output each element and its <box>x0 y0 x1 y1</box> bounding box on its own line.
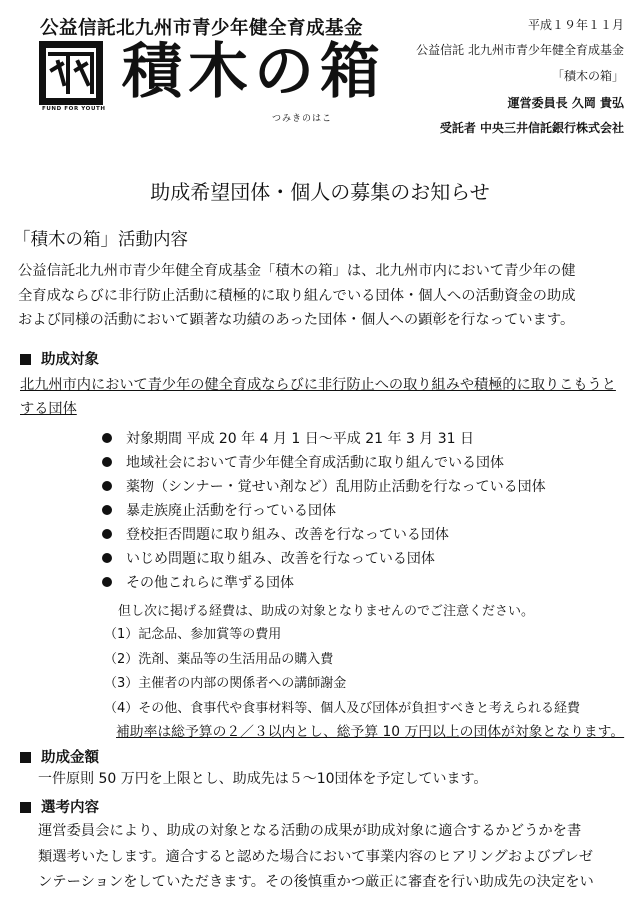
exclusion-item: （4）その他、食事代や食事材料等、個人及び団体が負担すべきと考えられる経費 <box>104 700 581 716</box>
amount-description: 一件原則 50 万円を上限とし、助成先は５～10団体を予定しています。 <box>38 771 488 787</box>
amount-heading-label: 助成金額 <box>41 750 99 766</box>
target-heading-label: 助成対象 <box>41 352 99 368</box>
list-item <box>102 523 546 547</box>
list-item-label: その他これらに準ずる団体 <box>126 575 294 591</box>
header-organization: 公益信託 北九州市青少年健全育成基金 <box>416 43 624 57</box>
page-title: 助成希望団体・個人の募集のお知らせ <box>150 180 490 204</box>
list-item-label: いじめ問題に取り組み、改善を行なっている団体 <box>126 551 435 567</box>
list-item-label: 対象期間 平成 20 年 4 月 1 日～平成 21 年 3 月 31 日 <box>126 431 475 447</box>
bullet-dot-icon <box>102 505 112 515</box>
committee-chair: 運営委員長 久岡 貴弘 <box>507 96 624 110</box>
activity-description <box>18 259 634 333</box>
activity-heading: 「積木の箱」活動内容 <box>13 230 188 250</box>
list-item-label: 暴走族廃止活動を行っている団体 <box>126 503 336 519</box>
bullet-dot-icon <box>102 433 112 443</box>
review-heading <box>20 796 99 817</box>
subsidy-rate-note: 補助率は総予算の２／３以内とし、総予算 10 万円以上の団体が対象となります。 <box>116 724 625 740</box>
bullet-dot-icon <box>102 529 112 539</box>
list-item <box>102 475 546 499</box>
review-line: ンテーションをしていただきます。その後慎重かつ厳正に審査を行い助成先の決定をい <box>38 874 594 890</box>
target-heading <box>20 348 99 369</box>
exclusion-item: （3）主催者の内部の関係者への講師謝金 <box>104 676 347 691</box>
bullet-dot-icon <box>102 481 112 491</box>
list-item-label: 薬物（シンナー・覚せい剤など）乱用防止活動を行なっている団体 <box>126 479 546 495</box>
exclusion-note: 但し次に掲げる経費は、助成の対象となりませんのでご注意ください。 <box>118 604 535 619</box>
exclusion-list <box>104 623 580 721</box>
bullet-dot-icon <box>102 553 112 563</box>
exclusion-item: （2）洗剤、薬品等の生活用品の購入費 <box>104 651 334 667</box>
target-line: する団体 <box>20 401 77 417</box>
square-bullet-icon <box>20 354 31 365</box>
list-item <box>102 499 546 523</box>
target-description <box>20 373 616 421</box>
exclusion-item: （1）記念品、参加賞等の費用 <box>104 627 282 642</box>
target-bullet-list <box>102 427 546 595</box>
list-item <box>102 571 546 595</box>
activity-line: 全育成ならびに非行防止活動に積極的に取り組んでいる団体・個人への活動資金の助成 <box>18 287 576 304</box>
organization-name: 公益信託北九州市青少年健全育成基金 <box>40 18 364 39</box>
activity-line: および同様の活動において顕著な功績のあった団体・個人への顕彰を行なっています。 <box>18 312 575 328</box>
header-fund-name: 「積木の箱」 <box>551 69 624 83</box>
list-item-label: 登校拒否問題に取り組み、改善を行なっている団体 <box>126 527 449 543</box>
bullet-dot-icon <box>102 457 112 467</box>
activity-line: 公益信託北九州市青少年健全育成基金「積木の箱」は、北九州市内において青少年の健 <box>18 263 576 279</box>
fund-for-youth-label: FUND FOR YOUTH <box>42 106 106 112</box>
list-item <box>102 427 546 451</box>
square-bullet-icon <box>20 752 31 763</box>
target-line: 北九州市内において青少年の健全育成ならびに非行防止への取り組みや積極的に取りこもうと <box>20 377 616 393</box>
logo-title: 積木の箱 <box>122 37 386 107</box>
issue-date: 平成１９年１１月 <box>527 18 624 32</box>
list-item <box>102 547 546 571</box>
list-item-label: 地域社会において青少年健全育成活動に取り組んでいる団体 <box>126 455 504 471</box>
review-description <box>38 819 594 896</box>
amount-heading <box>20 746 99 767</box>
fund-logo-mark <box>38 40 104 106</box>
bullet-dot-icon <box>102 577 112 587</box>
square-bullet-icon <box>20 802 31 813</box>
logo-reading: つみきのはこ <box>272 114 333 124</box>
review-line: 運営委員会により、助成の対象となる活動の成果が助成対象に適合するかどうかを書 <box>38 823 582 839</box>
review-heading-label: 選考内容 <box>41 800 99 816</box>
review-line: 類選考いたします。適合すると認めた場合において事業内容のヒアリングおよびプレゼ <box>38 848 593 865</box>
list-item <box>102 451 546 475</box>
trustee: 受託者 中央三井信託銀行株式会社 <box>439 121 624 135</box>
